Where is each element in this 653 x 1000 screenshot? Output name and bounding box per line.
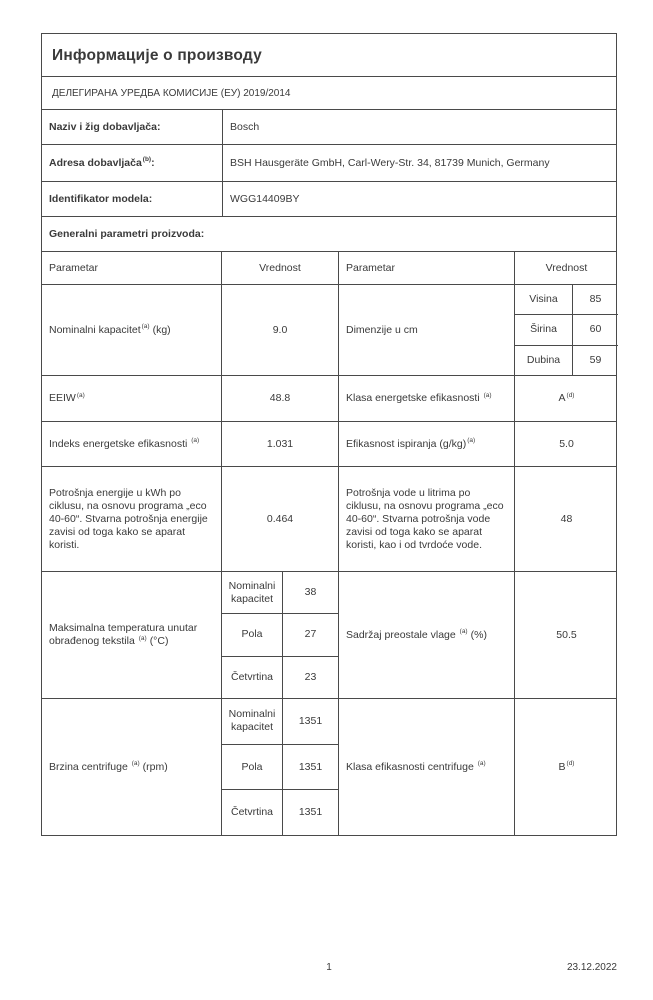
load-key: Četvrtina — [230, 670, 273, 683]
footnote-marker: (d) — [566, 391, 575, 399]
supplier-address-row — [42, 144, 616, 181]
water-consumption-value: 48 — [514, 467, 618, 571]
max-temperature-label: Maksimalna temperatura unutar obrađenog tekstila $^{(a)}$ (°C) — [49, 622, 198, 647]
nominal-capacity-value: 9.0 — [221, 285, 338, 375]
spin-value: 1351 — [282, 790, 338, 835]
supplier-address-label-text: Adresa dobavljača$^{(b)}$: — [49, 156, 155, 169]
spin-row-half — [222, 744, 338, 790]
nominal-capacity-label: Nominalni kapacitet$^{(a)}$ (kg) — [49, 323, 171, 336]
load-key: Nominalni kapacitet — [228, 708, 276, 734]
dimension-row-width — [515, 314, 618, 344]
section-header-row — [42, 216, 616, 251]
dimensions-label: Dimenzije u cm — [338, 285, 514, 375]
regulation-subtitle: ДЕЛЕГИРАНА УРЕДБА КОМИСИЈЕ (ЕУ) 2019/2014 — [52, 87, 291, 99]
footnote-marker: (a) — [477, 760, 486, 767]
model-identifier-value: WGG14409BY — [222, 182, 616, 216]
footnote-marker: (b) — [142, 156, 152, 163]
energy-index-value: 1.031 — [221, 422, 338, 466]
load-key: Nominalni kapacitet — [228, 579, 276, 605]
footnote-marker: (a) — [191, 437, 200, 444]
spin-row-quarter — [222, 789, 338, 835]
supplier-name-row — [42, 109, 616, 144]
dimension-value: 59 — [572, 346, 618, 375]
temp-row-quarter — [222, 656, 338, 698]
footnote-marker: (a) — [459, 628, 468, 635]
spin-speed-label: Brzina centrifuge $^{(a)}$ (rpm) — [49, 760, 168, 773]
residual-moisture-label: Sadržaj preostale vlage $^{(a)}$ (%) — [338, 572, 514, 698]
page-title: Информације о производу — [52, 46, 262, 64]
spin-speed-row — [42, 698, 616, 835]
title-row — [42, 34, 616, 76]
energy-index-rinsing-row — [42, 421, 616, 466]
energy-index-label: Indeks energetske efikasnosti $^{(a)}$ — [49, 437, 200, 450]
load-key: Pola — [241, 628, 263, 641]
dimension-value: 60 — [572, 315, 618, 344]
eeiw-label: EEIW$^{(a)}$ — [49, 391, 85, 404]
col-header-value-left: Vrednost — [221, 252, 338, 284]
supplier-address-value: BSH Hausgeräte GmbH, Carl-Wery-Str. 34, 81739 Munich, Germany — [222, 145, 616, 181]
model-identifier-label: Identifikator modela: — [49, 192, 153, 205]
model-identifier-row — [42, 181, 616, 216]
energy-class-label: Klasa energetske efikasnosti $^{(a)}$ — [338, 376, 514, 421]
subtitle-row — [42, 76, 616, 109]
footnote-marker: (a) — [131, 760, 140, 767]
dimension-row-depth — [515, 345, 618, 375]
energy-consumption-label: Potrošnja energije u kWh po ciklusu, na osnovu programa „eco 40-60“. Stvarna potrošnja energije zavisi od toga kako se aparat koristi. — [49, 486, 208, 551]
rinsing-efficiency-label: Efikasnost ispiranja $(g/kg)^{(a)}$ — [338, 422, 514, 466]
spin-value: 1351 — [282, 699, 338, 744]
temp-row-half — [222, 613, 338, 655]
col-header-value-right: Vrednost — [514, 252, 618, 284]
product-info-table — [41, 33, 617, 836]
max-temperature-row — [42, 571, 616, 698]
spin-row-nominal — [222, 699, 338, 744]
footnote-marker: (d) — [566, 760, 575, 767]
temp-row-nominal — [222, 572, 338, 613]
max-temperature-subtable — [221, 572, 338, 698]
load-key: Četvrtina — [230, 806, 273, 819]
dimension-key: Dubina — [526, 353, 561, 366]
eeiw-energy-class-row — [42, 375, 616, 421]
energy-class-value: $A^{(d)}$ — [514, 376, 618, 421]
footnote-marker: (a) — [467, 437, 476, 444]
page-footer — [41, 962, 617, 978]
footnote-marker: (a) — [141, 323, 150, 330]
dimension-key: Širina — [530, 323, 557, 336]
supplier-address-label — [42, 145, 222, 181]
capacity-dimensions-row — [42, 284, 616, 375]
column-header-row — [42, 251, 616, 284]
spin-value: 1351 — [282, 745, 338, 790]
col-header-parameter-right: Parametar — [338, 252, 514, 284]
supplier-name-label: Naziv i žig dobavljača: — [49, 120, 161, 133]
footnote-marker: (a) — [76, 391, 85, 399]
dimension-value: 85 — [572, 285, 618, 314]
water-consumption-label: Potrošnja vode u litrima po ciklusu, na osnovu programa „eco 40-60“. Stvarna potrošnja vode zavisi od toga kako se aparat koristi, kao i od tvrdoće vode. — [338, 467, 514, 571]
section-header: Generalni parametri proizvoda: — [49, 227, 205, 240]
dimension-row-height — [515, 285, 618, 314]
document-date: 23.12.2022 — [566, 962, 617, 973]
dimensions-subtable — [514, 285, 618, 375]
consumption-row — [42, 466, 616, 571]
spin-class-label: Klasa efikasnosti centrifuge $^{(a)}$ — [338, 699, 514, 835]
spin-speed-subtable — [221, 699, 338, 835]
load-key: Pola — [241, 760, 263, 773]
temp-value: 38 — [282, 572, 338, 613]
dimension-key: Visina — [529, 293, 558, 306]
spin-class-value: $B^{(d)}$ — [514, 699, 618, 835]
eeiw-value: 48.8 — [221, 376, 338, 421]
footnote-marker: (a) — [483, 391, 492, 399]
temp-value: 27 — [282, 614, 338, 655]
footnote-marker: (a) — [138, 634, 147, 642]
energy-consumption-value: 0.464 — [221, 467, 338, 571]
page-number: 1 — [326, 962, 332, 973]
rinsing-efficiency-value: 5.0 — [514, 422, 618, 466]
residual-moisture-value: 50.5 — [514, 572, 618, 698]
supplier-name-value: Bosch — [222, 110, 616, 144]
temp-value: 23 — [282, 657, 338, 698]
col-header-parameter-left: Parametar — [49, 261, 99, 274]
